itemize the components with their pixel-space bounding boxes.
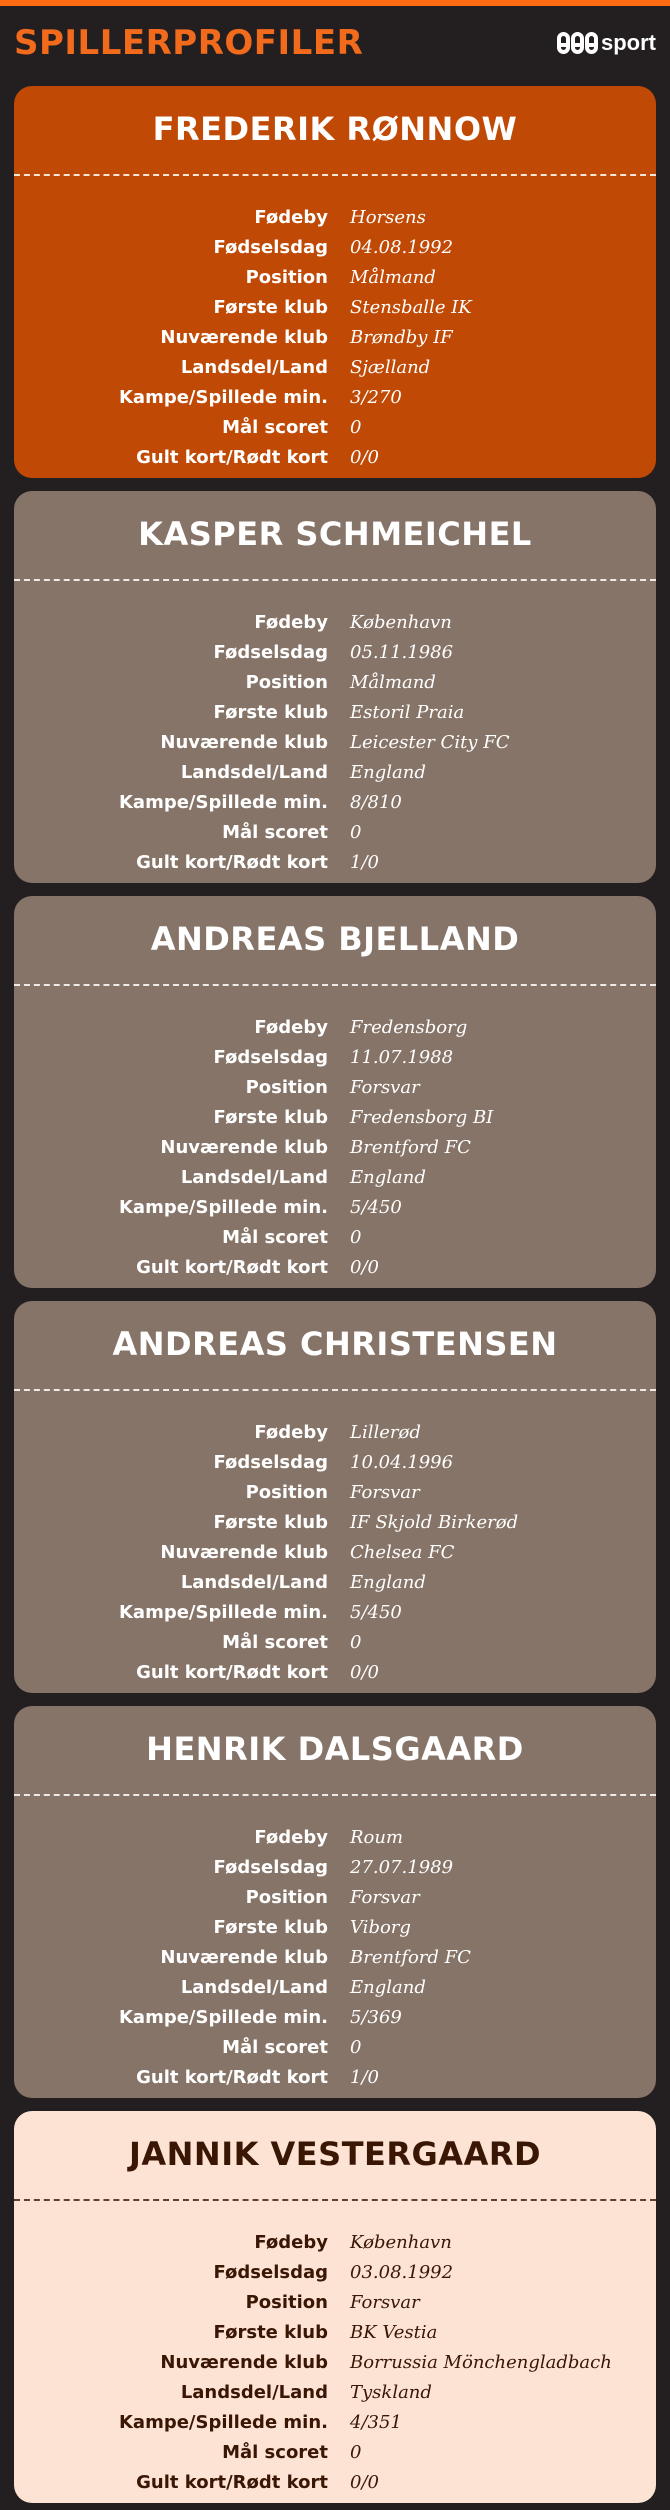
stat-row-region [14,352,656,382]
player-name: ANDREAS BJELLAND [150,920,520,958]
stat-row-goals [14,2437,656,2467]
stat-row-current-club [14,727,656,757]
stat-row-birthplace [14,1822,656,1852]
stat-value-position: Forsvar [350,1886,420,1908]
player-stats [14,1012,656,1282]
stat-value-birthday: 03.08.1992 [350,2261,454,2283]
brand-888-icon [557,32,598,54]
stat-label-current-club: Nuværende klub [160,2351,328,2373]
stat-value-current-club: Brentford FC [350,1946,471,1968]
player-stats [14,607,656,877]
stat-row-current-club [14,1132,656,1162]
stat-label-matches-minutes: Kampe/Spillede min. [118,1601,328,1623]
stat-label-current-club: Nuværende klub [160,731,328,753]
stat-row-position [14,262,656,292]
stat-label-goals: Mål scoret [222,2036,328,2058]
stat-value-birthplace: Horsens [350,206,426,228]
player-stats [14,202,656,472]
stat-row-birthplace [14,2227,656,2257]
stat-row-cards [14,1252,656,1282]
stat-label-goals: Mål scoret [222,1631,328,1653]
stat-value-matches-minutes: 5/450 [350,1196,402,1218]
stat-row-region [14,2377,656,2407]
stat-label-matches-minutes: Kampe/Spillede min. [118,1196,328,1218]
stat-value-first-club: Fredensborg BI [350,1106,494,1128]
stat-value-cards: 0/0 [350,446,379,468]
stat-label-birthday: Fødselsdag [213,1451,328,1473]
stat-row-cards [14,1657,656,1687]
player-stats [14,1417,656,1687]
stat-value-matches-minutes: 8/810 [350,791,402,813]
stat-value-matches-minutes: 3/270 [350,386,402,408]
stat-value-position: Forsvar [350,1076,420,1098]
stat-label-matches-minutes: Kampe/Spillede min. [118,2411,328,2433]
stat-label-region: Landsdel/Land [180,1571,328,1593]
stat-row-matches-minutes [14,787,656,817]
stat-value-birthplace: København [350,2231,452,2253]
stat-row-birthday [14,232,656,262]
stat-label-current-club: Nuværende klub [160,1946,328,1968]
stat-label-cards: Gult kort/Rødt kort [136,1256,328,1278]
player-name: ANDREAS CHRISTENSEN [112,1325,558,1363]
stat-value-cards: 1/0 [350,851,379,873]
stat-row-position [14,2287,656,2317]
stat-label-birthday: Fødselsdag [213,1046,328,1068]
stat-row-birthday [14,1852,656,1882]
stat-value-region: England [350,1976,426,1998]
card-divider [14,984,656,986]
stat-row-matches-minutes [14,1597,656,1627]
stat-label-first-club: Første klub [213,2321,328,2343]
stat-label-birthday: Fødselsdag [213,2261,328,2283]
stat-label-goals: Mål scoret [222,821,328,843]
stat-row-current-club [14,2347,656,2377]
stat-value-cards: 0/0 [350,2471,379,2493]
player-name: HENRIK DALSGAARD [146,1730,524,1768]
stat-value-matches-minutes: 4/351 [350,2411,402,2433]
stat-label-first-club: Første klub [213,701,328,723]
stat-label-birthday: Fødselsdag [213,236,328,258]
stat-value-goals: 0 [350,821,362,843]
player-stats [14,2227,656,2497]
stat-label-position: Position [245,1886,328,1908]
brand-logo[interactable] [557,30,656,56]
player-name: JANNIK VESTERGAARD [128,2135,542,2173]
stat-row-birthday [14,2257,656,2287]
stat-row-matches-minutes [14,2002,656,2032]
stat-value-position: Målmand [350,266,436,288]
stat-row-current-club [14,1537,656,1567]
stat-value-region: Sjælland [350,356,431,378]
stat-value-first-club: Estoril Praia [350,701,465,723]
stat-value-birthday: 10.04.1996 [350,1451,454,1473]
stat-label-matches-minutes: Kampe/Spillede min. [118,791,328,813]
stat-value-birthday: 04.08.1992 [350,236,454,258]
stat-row-cards [14,442,656,472]
stat-label-goals: Mål scoret [222,416,328,438]
stat-label-position: Position [245,1076,328,1098]
player-card [14,86,656,478]
stat-row-region [14,757,656,787]
stat-label-region: Landsdel/Land [180,2381,328,2403]
stat-label-current-club: Nuværende klub [160,1541,328,1563]
stat-label-birthday: Fødselsdag [213,641,328,663]
stat-label-region: Landsdel/Land [180,1976,328,1998]
player-name: FREDERIK RØNNOW [152,110,518,148]
stat-row-first-club [14,1912,656,1942]
stat-row-matches-minutes [14,2407,656,2437]
stat-label-cards: Gult kort/Rødt kort [136,2471,328,2493]
stat-label-cards: Gult kort/Rødt kort [136,2066,328,2088]
stat-label-region: Landsdel/Land [180,761,328,783]
stat-row-birthplace [14,202,656,232]
brand-name: sport [601,30,656,55]
stat-value-first-club: IF Skjold Birkerød [350,1511,519,1533]
stat-row-position [14,1477,656,1507]
stat-label-birthplace: Fødeby [254,2231,328,2253]
stat-row-birthday [14,1042,656,1072]
stat-label-region: Landsdel/Land [180,356,328,378]
stat-label-matches-minutes: Kampe/Spillede min. [118,2006,328,2028]
stat-row-matches-minutes [14,1192,656,1222]
stat-value-matches-minutes: 5/369 [350,2006,402,2028]
stat-label-position: Position [245,1481,328,1503]
stat-row-goals [14,1222,656,1252]
stat-value-cards: 0/0 [350,1661,379,1683]
stat-value-birthplace: Fredensborg [350,1016,468,1038]
stat-label-birthplace: Fødeby [254,206,328,228]
stat-value-current-club: Chelsea FC [350,1541,455,1563]
stat-label-position: Position [245,266,328,288]
stat-value-position: Forsvar [350,2291,420,2313]
stat-row-current-club [14,322,656,352]
stat-value-goals: 0 [350,2036,362,2058]
player-card [14,1301,656,1693]
card-divider [14,1389,656,1391]
stat-row-position [14,667,656,697]
stat-row-region [14,1162,656,1192]
stat-label-region: Landsdel/Land [180,1166,328,1188]
stat-row-first-club [14,1102,656,1132]
stat-row-region [14,1972,656,2002]
stat-value-birthplace: København [350,611,452,633]
stat-value-birthday: 05.11.1986 [350,641,454,663]
stat-value-goals: 0 [350,416,362,438]
stat-label-first-club: Første klub [213,1916,328,1938]
stat-value-region: England [350,1571,426,1593]
stat-row-first-club [14,2317,656,2347]
stat-label-goals: Mål scoret [222,2441,328,2463]
stat-value-goals: 0 [350,1226,362,1248]
stat-row-first-club [14,1507,656,1537]
page-header [0,6,670,80]
stat-label-current-club: Nuværende klub [160,1136,328,1158]
stat-value-matches-minutes: 5/450 [350,1601,402,1623]
stat-row-cards [14,847,656,877]
stat-value-first-club: Viborg [350,1916,411,1938]
stat-row-goals [14,817,656,847]
stat-row-birthplace [14,1012,656,1042]
page-title: SPILLERPROFILER [14,23,364,63]
stat-label-position: Position [245,2291,328,2313]
stat-row-matches-minutes [14,382,656,412]
stat-value-birthplace: Lillerød [350,1421,421,1443]
stat-value-region: Tyskland [350,2381,432,2403]
stat-row-birthday [14,1447,656,1477]
stat-label-first-club: Første klub [213,296,328,318]
stat-row-goals [14,2032,656,2062]
card-divider [14,174,656,176]
card-divider [14,2199,656,2201]
stat-value-goals: 0 [350,2441,362,2463]
player-card [14,2111,656,2503]
player-card [14,896,656,1288]
stat-label-birthday: Fødselsdag [213,1856,328,1878]
stat-value-birthday: 27.07.1989 [350,1856,454,1878]
stat-value-birthday: 11.07.1988 [350,1046,454,1068]
stat-value-position: Forsvar [350,1481,420,1503]
stat-row-birthplace [14,1417,656,1447]
stat-row-birthday [14,637,656,667]
stat-value-current-club: Borrussia Mönchengladbach [350,2351,612,2373]
stat-label-matches-minutes: Kampe/Spillede min. [118,386,328,408]
stat-label-cards: Gult kort/Rødt kort [136,446,328,468]
stat-label-birthplace: Fødeby [254,1826,328,1848]
stat-row-cards [14,2467,656,2497]
stat-value-cards: 1/0 [350,2066,379,2088]
stat-label-cards: Gult kort/Rødt kort [136,1661,328,1683]
stat-row-goals [14,1627,656,1657]
stat-value-cards: 0/0 [350,1256,379,1278]
stat-row-position [14,1882,656,1912]
player-stats [14,1822,656,2092]
card-divider [14,1794,656,1796]
stat-label-birthplace: Fødeby [254,611,328,633]
stat-value-goals: 0 [350,1631,362,1653]
stat-label-goals: Mål scoret [222,1226,328,1248]
stat-label-birthplace: Fødeby [254,1421,328,1443]
stat-row-first-club [14,697,656,727]
stat-row-goals [14,412,656,442]
stat-row-region [14,1567,656,1597]
stat-label-position: Position [245,671,328,693]
stat-label-first-club: Første klub [213,1106,328,1128]
card-divider [14,579,656,581]
stat-value-current-club: Leicester City FC [350,731,510,753]
stat-value-current-club: Brøndby IF [350,326,453,348]
stat-row-current-club [14,1942,656,1972]
stat-label-first-club: Første klub [213,1511,328,1533]
stat-value-region: England [350,1166,426,1188]
stat-label-cards: Gult kort/Rødt kort [136,851,328,873]
stat-row-cards [14,2062,656,2092]
stat-value-birthplace: Roum [350,1826,404,1848]
stat-row-position [14,1072,656,1102]
stat-value-first-club: Stensballe IK [350,296,472,318]
stat-value-region: England [350,761,426,783]
stat-value-current-club: Brentford FC [350,1136,471,1158]
stat-value-position: Målmand [350,671,436,693]
player-card [14,491,656,883]
stat-row-first-club [14,292,656,322]
player-name: KASPER SCHMEICHEL [138,515,532,553]
stat-row-birthplace [14,607,656,637]
stat-label-birthplace: Fødeby [254,1016,328,1038]
player-card [14,1706,656,2098]
stat-label-current-club: Nuværende klub [160,326,328,348]
stat-value-first-club: BK Vestia [350,2321,438,2343]
